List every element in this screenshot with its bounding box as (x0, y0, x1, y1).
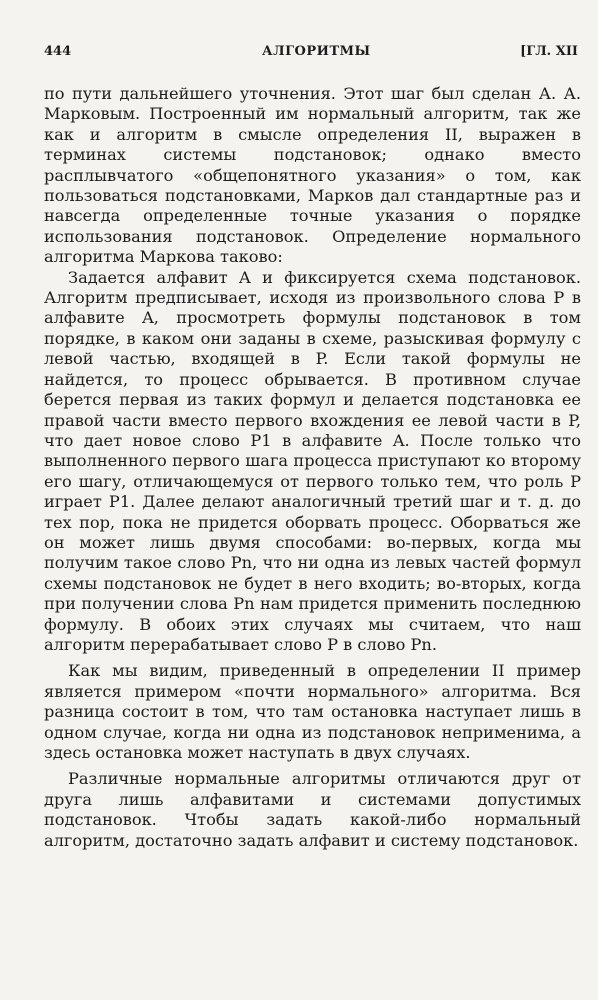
running-header (44, 44, 578, 64)
paragraph: Различные нормальные алгоритмы отличаются друг от друга лишь алфавитами и системами допустимых подстановок. Чтобы задать какой-либо нормальный алгоритм, достаточно задать алфавит и систему подстановок. (44, 769, 581, 850)
running-title: АЛГОРИТМЫ (262, 44, 371, 59)
page-body (44, 84, 581, 851)
page-number: 444 (44, 44, 72, 59)
paragraph: по пути дальнейшего уточнения. Этот шаг был сделан А. А. Марковым. Построенный им нормальный алгоритм, так же как и алгоритм в смысле определения II, выражен в терминах системы подстановок; однако вместо расплывчатого «общепонятного указания» о том, как пользоваться подстановками, Марков дал стандартные раз и навсегда определенные точные указания о порядке использования подстановок. Определение нормального алгоритма Маркова таково: (44, 84, 581, 267)
paragraph: Задается алфавит A и фиксируется схема подстановок. Алгоритм предписывает, исходя из произвольного слова P в алфавите A, просмотреть формулы подстановок в том порядке, в каком они заданы в схеме, разыскивая формулу с левой частью, входящей в P. Если такой формулы не найдется, то процесс обрывается. В противном случае берется первая из таких формул и делается подстановка ее правой части вместо первого вхождения ее левой части в P, что дает новое слово P1 в алфавите A. После только что выполненного первого шага процесса приступают ко второму его шагу, отличающемуся от первого только тем, что роль P играет P1. Далее делают аналогичный третий шаг и т. д. до тех пор, пока не придется оборвать процесс. Оборваться же он может лишь двумя способами: во-первых, когда мы получим такое слово Pn, что ни одна из левых частей формул схемы подстановок не будет в него входить; во-вторых, когда при получении слова Pn нам придется применить последнюю формулу. В обоих этих случаях мы считаем, что наш алгоритм перерабатывает слово P в слово Pn. (44, 267, 581, 654)
chapter-label: [ГЛ. XII (520, 44, 578, 59)
paragraph: Как мы видим, приведенный в определении II пример является примером «почти нормального» алгоритма. Вся разница состоит в том, что там остановка наступает лишь в одном случае, когда ни одна из подстановок неприменима, а здесь остановка может наступать в двух случаях. (44, 661, 581, 762)
